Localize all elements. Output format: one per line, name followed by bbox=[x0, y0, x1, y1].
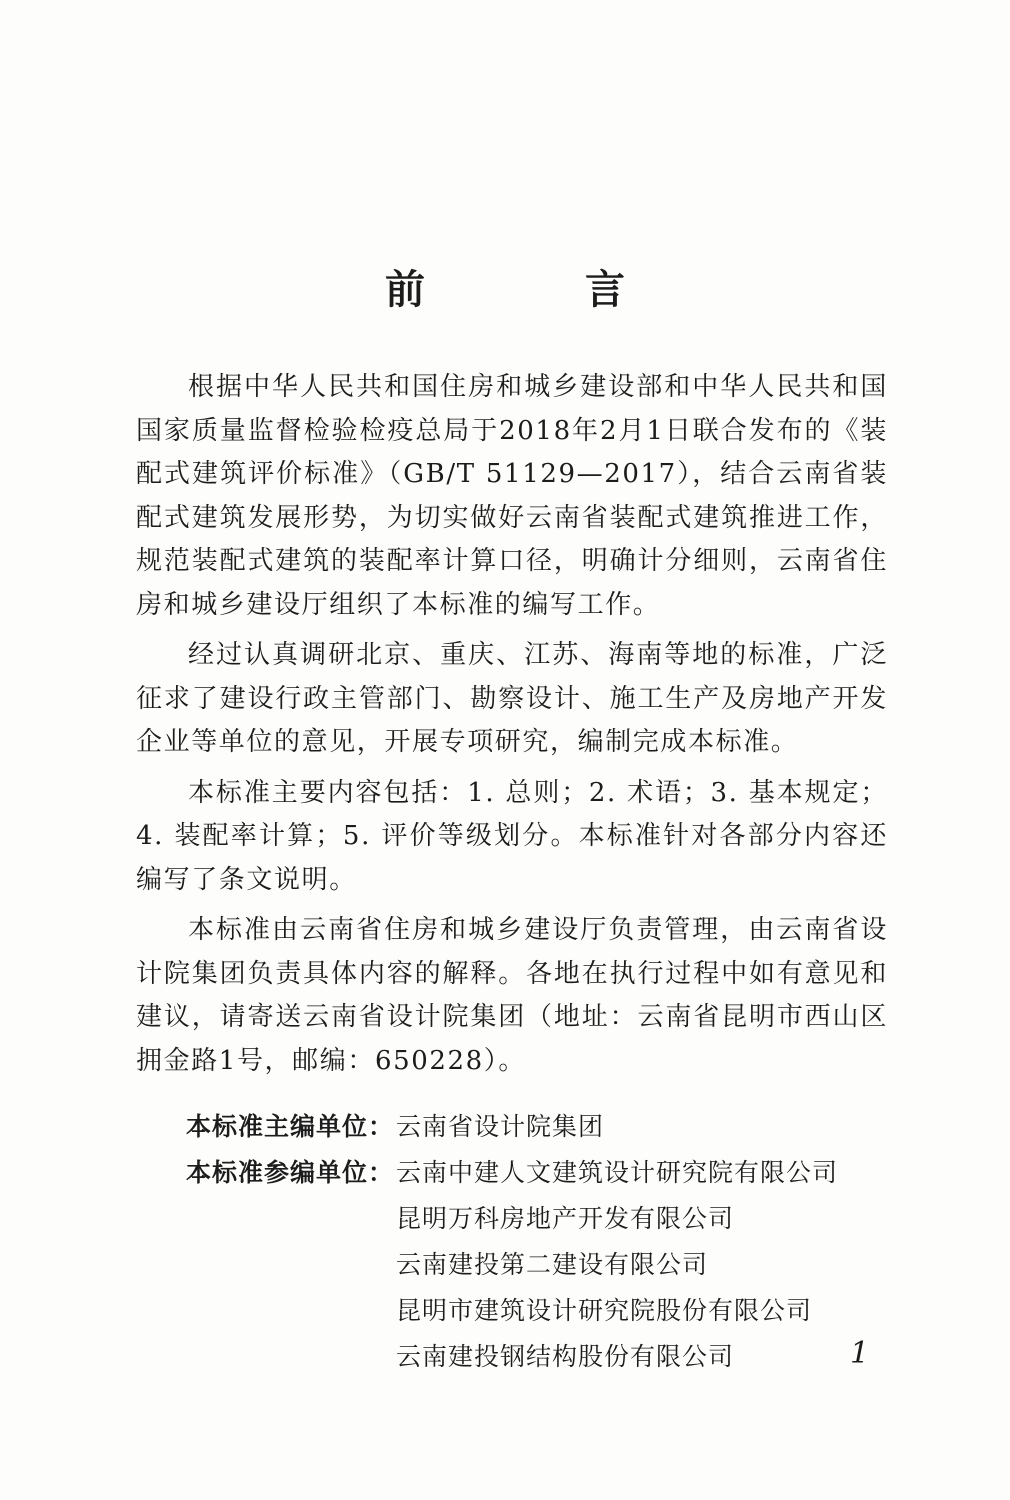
page-number: 1 bbox=[850, 1336, 870, 1371]
page-title: 前 言 bbox=[385, 266, 685, 313]
preface-paragraph-2: 经过认真调研北京、重庆、江苏、海南等地的标准，广泛征求了建设行政主管部门、勘察设计、施工生产及房地产开发企业等单位的意见，开展专项研究，编制完成本标准。 bbox=[136, 640, 888, 757]
participating-unit: 昆明市建筑设计研究院股份有限公司 bbox=[396, 1296, 813, 1325]
preface-paragraph-3: 本标准主要内容包括：1. 总则；2. 术语；3. 基本规定；4. 装配率计算；5. 评价等级划分。本标准针对各部分内容还编写了条文说明。 bbox=[136, 777, 888, 895]
participating-row bbox=[186, 1150, 906, 1380]
preface-paragraph-1: 根据中华人民共和国住房和城乡建设部和中华人民共和国国家质量监督检验检疫总局于2018年2月1日联合发布的《装配式建筑评价标准》（GB/T 51129—2017），结合云南省装配式建筑发展形势，为切实做好云南省装配式建筑推进工作，规范装配式建筑的装配率计算口径，明确计分细则，云南省住房和城乡建设厅组织了本标准的编写工作。 bbox=[136, 372, 888, 620]
preface-paragraph-4: 本标准由云南省住房和城乡建设厅负责管理，由云南省设计院集团负责具体内容的解释。各地在执行过程中如有意见和建议，请寄送云南省设计院集团（地址：云南省昆明市西山区拥金路1号，邮编：650228）。 bbox=[136, 915, 888, 1076]
chief-editor-values bbox=[396, 1104, 906, 1150]
participating-unit: 云南中建人文建筑设计研究院有限公司 bbox=[396, 1158, 839, 1187]
chief-editor-label: 本标准主编单位： bbox=[186, 1112, 395, 1141]
participating-values bbox=[396, 1150, 906, 1380]
compilation-units bbox=[186, 1104, 906, 1380]
participating-unit: 昆明万科房地产开发有限公司 bbox=[396, 1204, 735, 1233]
participating-label: 本标准参编单位： bbox=[186, 1158, 395, 1187]
participating-unit: 云南建投第二建设有限公司 bbox=[396, 1250, 709, 1279]
chief-editor-row bbox=[186, 1104, 906, 1150]
chief-editor-unit: 云南省设计院集团 bbox=[396, 1112, 605, 1141]
preface-body bbox=[136, 366, 888, 1090]
participating-unit: 云南建投钢结构股份有限公司 bbox=[396, 1342, 735, 1371]
